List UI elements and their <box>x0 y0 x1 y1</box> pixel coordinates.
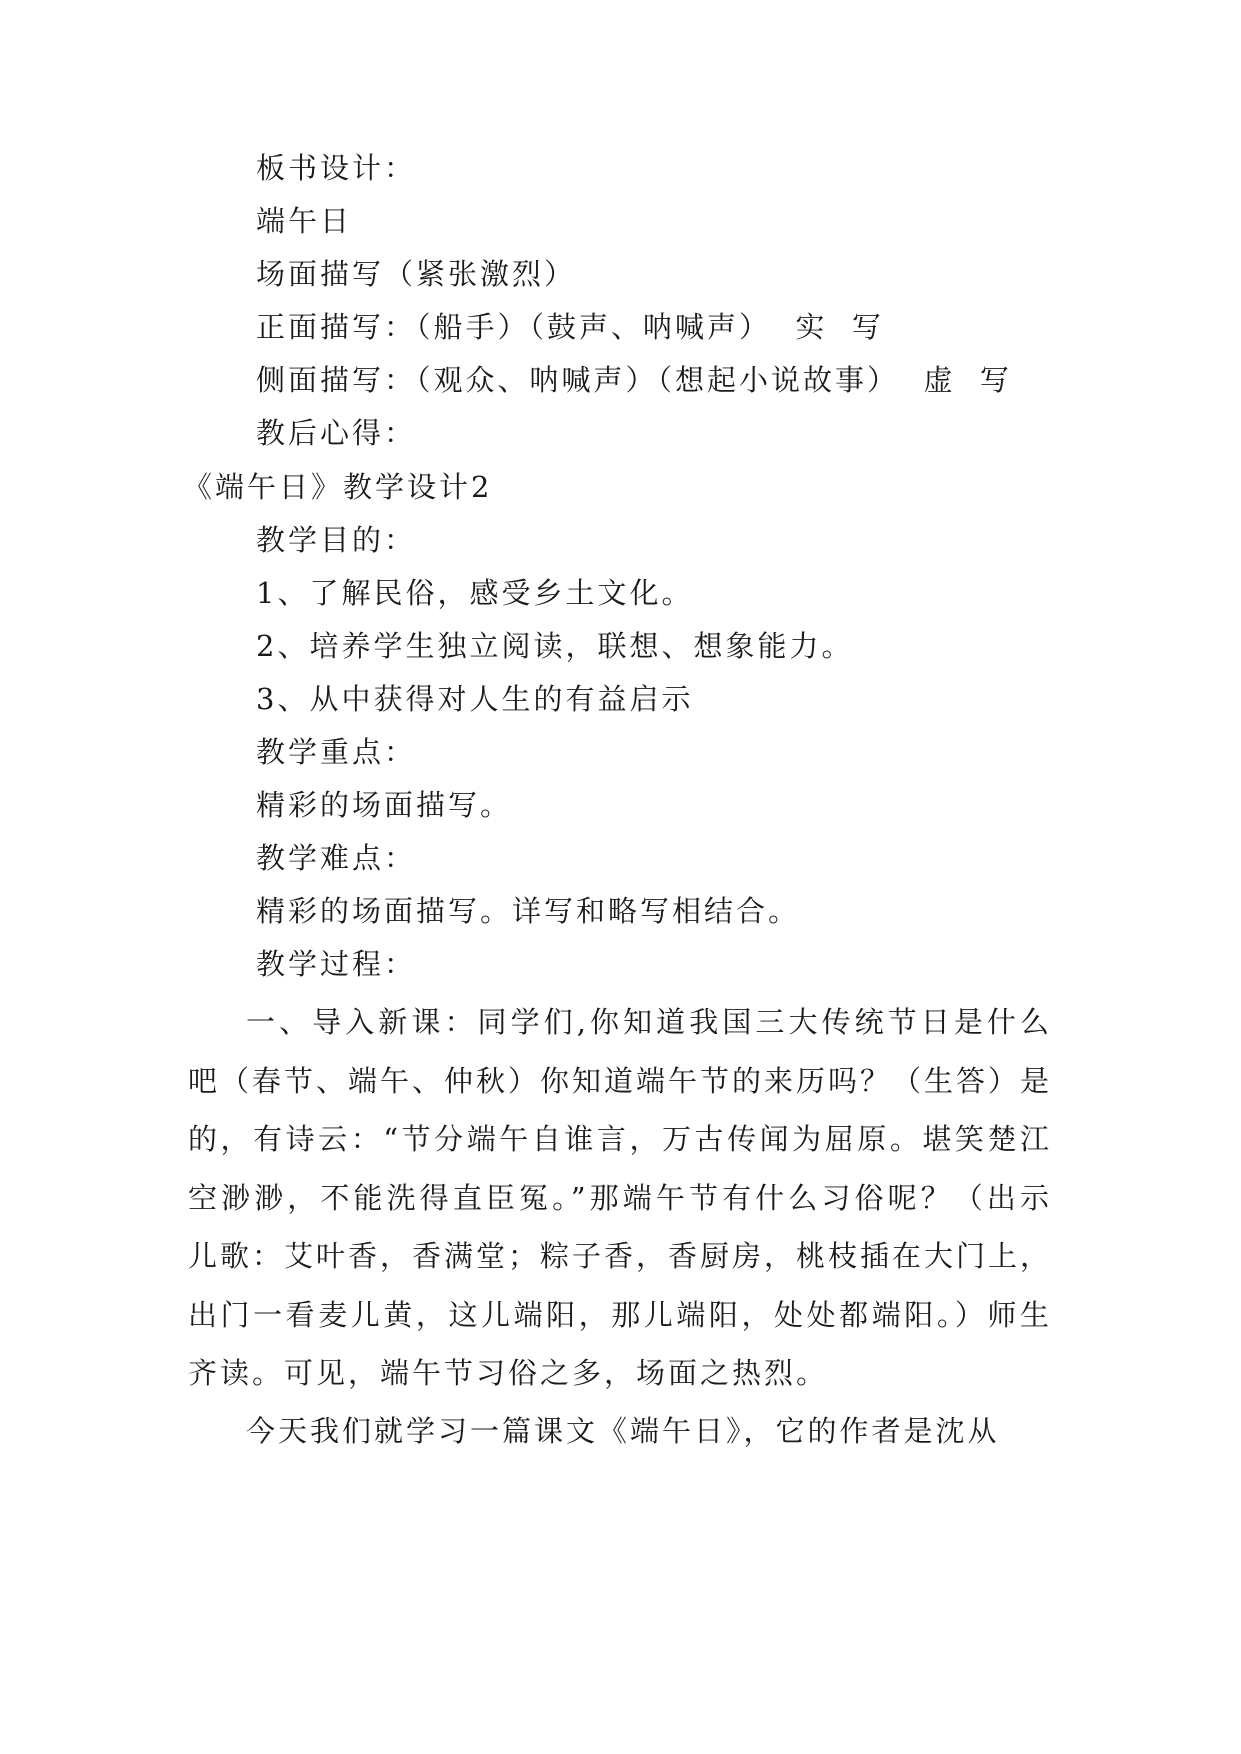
board-design-heading: 板书设计： <box>256 151 417 185</box>
introduction-paragraph: 一、导入新课：同学们,你知道我国三大传统节日是什么吧（春节、端午、仲秋）你知道端午节的来历吗？（生答）是的，有诗云：“节分端午自谁言，万古传闻为屈原。堪笑楚江空渺渺，不能洗得直臣冤。”那端午节有什么习俗呢？（出示儿歌：艾叶香，香满堂；粽子香，香厨房，桃枝插在大门上，出门一看麦儿黄，这儿端阳，那儿端阳，处处都端阳。）师生齐读。可见，端午节习俗之多，场面之热烈。 <box>188 1005 1053 1390</box>
objective-3: 3、从中获得对人生的有益启示 <box>256 682 694 716</box>
process-heading: 教学过程： <box>256 947 417 981</box>
objective-1: 1、了解民俗，感受乡土文化。 <box>256 576 694 610</box>
objective-2: 2、培养学生独立阅读，联想、想象能力。 <box>256 629 854 663</box>
board-scene-description: 场面描写（紧张激烈） <box>256 257 577 291</box>
reflection-heading: 教后心得： <box>256 416 417 450</box>
key-points-heading: 教学重点： <box>256 735 417 769</box>
board-indirect-description: 侧面描写：（观众、呐喊声）（想起小说故事） 虚 写 <box>256 363 1012 397</box>
difficulties-heading: 教学难点： <box>256 841 417 875</box>
difficulties-text: 精彩的场面描写。详写和略写相结合。 <box>256 894 801 928</box>
teaching-objectives-heading: 教学目的： <box>256 523 417 557</box>
section-title: 《端午日》教学设计2 <box>183 470 493 504</box>
board-title: 端午日 <box>256 204 353 238</box>
key-points-text: 精彩的场面描写。 <box>256 788 513 822</box>
lesson-intro-paragraph: 今天我们就学习一篇课文《端午日》，它的作者是沈从 <box>246 1414 1000 1448</box>
board-direct-description: 正面描写：（船手）（鼓声、呐喊声） 实 写 <box>256 310 884 344</box>
